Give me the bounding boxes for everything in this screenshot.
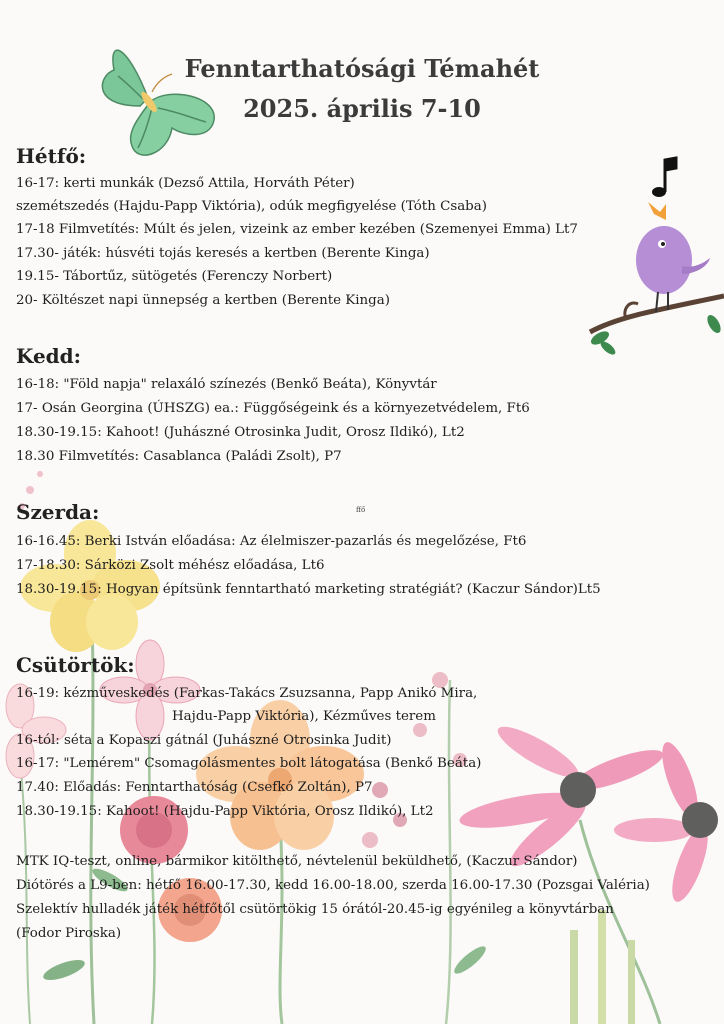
schedule-line: 18.30 Filmvetítés: Casablanca (Paládi Zsolt), P7: [16, 449, 342, 464]
schedule-line: 16-16.45: Berki István előadása: Az élelmiszer-pazarlás és megelőzése, Ft6: [16, 534, 527, 549]
schedule-line: 16-18: "Föld napja" relaxáló színezés (Benkő Beáta), Könyvtár: [16, 377, 437, 392]
schedule-line: 16-17: kerti munkák (Dezső Attila, Horváth Péter): [16, 176, 355, 191]
schedule-line: 17.30- játék: húsvéti tojás keresés a kertben (Berente Kinga): [16, 246, 430, 261]
page-title: Fenntarthatósági Témahét: [184, 54, 540, 83]
schedule-line: 17-18.30: Sárközi Zsolt méhész előadása, Lt6: [16, 558, 325, 573]
schedule-line: Hajdu-Papp Viktória), Kézműves terem: [172, 709, 436, 724]
schedule-line: 16-tól: séta a Kopaszi gátnál (Juhászné Otrosinka Judit): [16, 733, 392, 748]
music-note-icon: [650, 156, 680, 200]
schedule-line: 18.30-19.15: Hogyan építsünk fenntartható marketing stratégiát? (Kaczur Sándor)Lt5: [16, 582, 601, 597]
schedule-line: 18.30-19.15: Kahoot! (Hajdu-Papp Viktória, Orosz Ildikó), Lt2: [16, 804, 434, 819]
schedule-line: 19.15- Tábortűz, sütögetés (Ferenczy Norbert): [16, 269, 333, 284]
schedule-line: szemétszedés (Hajdu-Papp Viktória), odúk megfigyelése (Tóth Csaba): [16, 199, 487, 214]
schedule-line: 17- Osán Georgina (ÚHSZG) ea.: Függőségeink és a környezetvédelem, Ft6: [16, 401, 530, 416]
day-heading-szerda: Szerda:: [16, 500, 100, 524]
extra-line: Diótörés a L9-ben: hétfő 16.00-17.30, kedd 16.00-18.00, szerda 16.00-17.30 (Pozsgai Valéria): [16, 878, 650, 893]
day-heading-kedd: Kedd:: [16, 344, 82, 368]
singing-bird-illustration: [586, 200, 724, 356]
extra-line: (Fodor Piroska): [16, 926, 122, 941]
day-heading-hetfo: Hétfő:: [16, 144, 87, 168]
extra-line: MTK IQ-teszt, online, bármikor kitölthető, névtelenül beküldhető, (Kaczur Sándor): [16, 854, 578, 869]
schedule-line: 17.40: Előadás: Fenntarthatóság (Csefkó Zoltán), P7: [16, 780, 373, 795]
schedule-line: 16-19: kézművesked​és (Farkas-Takács Zsuzsanna, Papp Anikó Mira,: [16, 686, 478, 701]
extra-line: Szelektív hulladék játék hétfőtől csütörtökig 15 órától-20.45-ig egyénileg a könyvtárban: [16, 902, 614, 917]
schedule-line: 16-17: "Lemérem" Csomagolásmentes bolt látogatása (Benkő Beáta): [16, 756, 482, 771]
small-note: ffő: [356, 506, 366, 514]
schedule-line: 17-18 Filmvetítés: Múlt és jelen, vizeink az ember kezében (Szemenyei Emma) Lt7: [16, 222, 578, 237]
schedule-line: 18.30-19.15: Kahoot! (Juhászné Otrosinka Judit, Orosz Ildikó), Lt2: [16, 425, 465, 440]
day-heading-csutortok: Csütörtök:: [16, 653, 135, 677]
page-subtitle-date: 2025. április 7-10: [243, 94, 481, 123]
schedule-line: 20- Költészet napi ünnepség a kertben (Berente Kinga): [16, 293, 390, 308]
